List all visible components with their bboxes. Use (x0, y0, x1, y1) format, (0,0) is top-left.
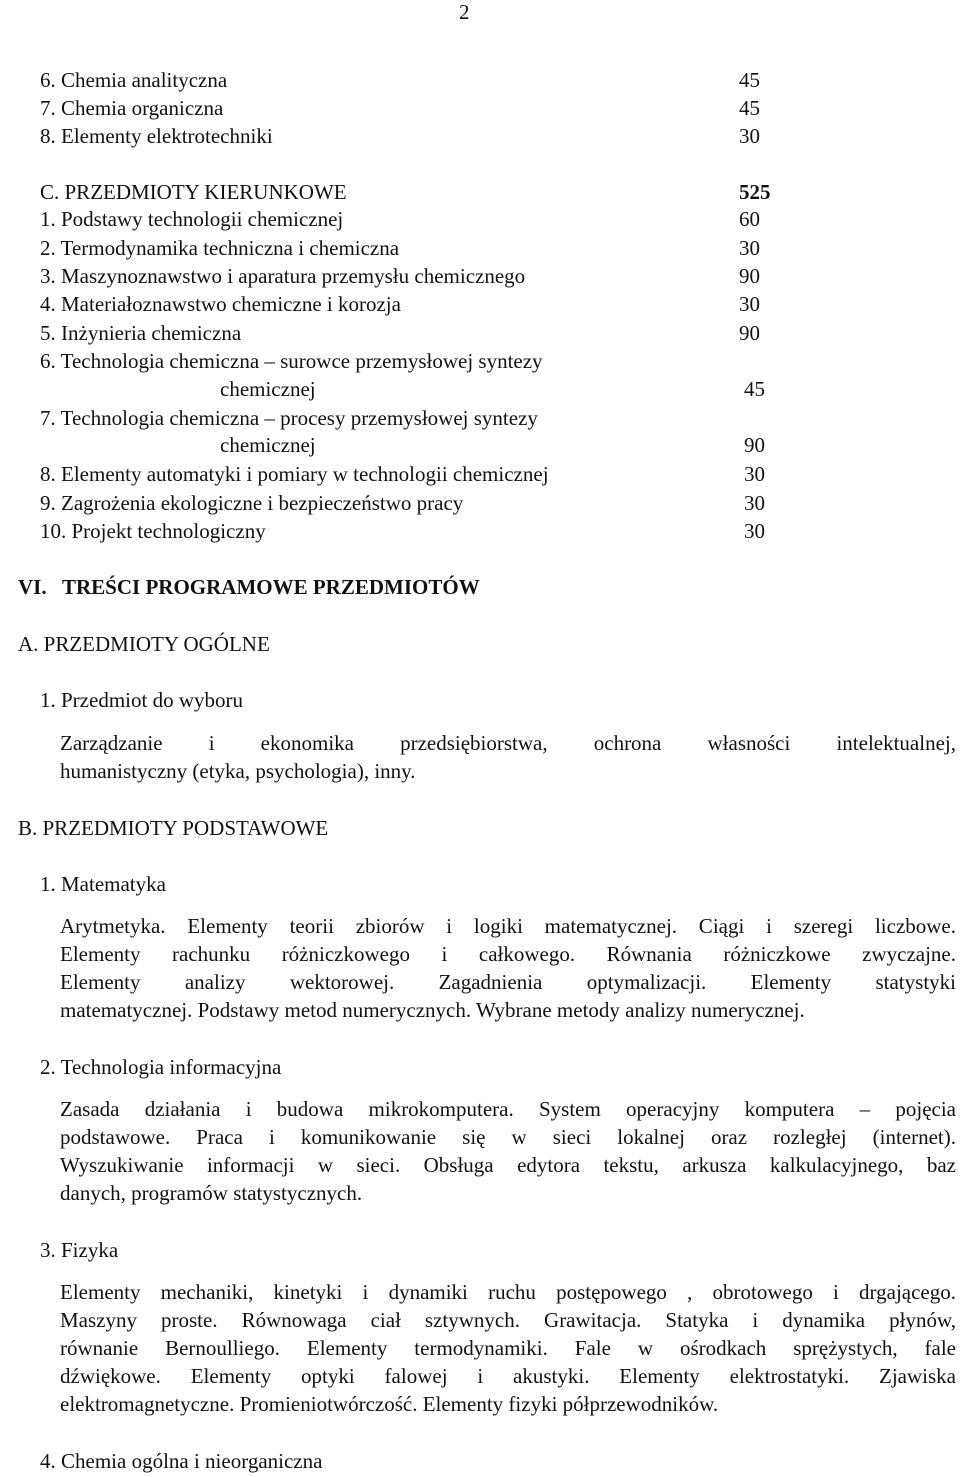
page-number: 2 (459, 0, 470, 24)
list-item: 8. Elementy automatyki i pomiary w technologii chemicznej (40, 462, 549, 486)
paragraph-line: Wyszukiwanie informacji w sieci. Obsługa edytora tekstu, arkusza kalkulacyjnego, baz (60, 1153, 956, 1177)
paragraph-line: Arytmetyka. Elementy teorii zbiorów i logiki matematycznej. Ciągi i szeregi liczbowe. (60, 914, 956, 938)
list-item: 4. Materiałoznawstwo chemiczne i korozja (40, 292, 401, 316)
paragraph-line: danych, programów statystycznych. (60, 1181, 363, 1205)
hours-value: 90 (739, 321, 760, 345)
list-item: 8. Elementy elektrotechniki (40, 124, 273, 148)
subsection-heading: B. PRZEDMIOTY PODSTAWOWE (18, 816, 329, 840)
list-item: 5. Inżynieria chemiczna (40, 321, 242, 345)
list-item: 1. Podstawy technologii chemicznej (40, 207, 344, 231)
subject-title: 1. Przedmiot do wyboru (40, 688, 243, 712)
chapter-number: VI. (18, 575, 47, 599)
hours-value: 30 (739, 124, 760, 148)
list-item: 7. Chemia organiczna (40, 96, 224, 120)
list-item: 9. Zagrożenia ekologiczne i bezpieczeństwo pracy (40, 491, 464, 515)
paragraph-line: równanie Bernoulliego. Elementy termodynamiki. Fale w ośrodkach sprężystych, fale (60, 1336, 956, 1360)
paragraph-line: Elementy mechaniki, kinetyki i dynamiki ruchu postępowego , obrotowego i drgającego. (60, 1280, 956, 1304)
subject-title: 4. Chemia ogólna i nieorganiczna (40, 1449, 323, 1473)
hours-value: 90 (739, 264, 760, 288)
list-item: 6. Technologia chemiczna – surowce przemysłowej syntezy (40, 349, 543, 373)
paragraph-line: elektromagnetyczne. Promieniotwórczość. Elementy fizyki półprzewodników. (60, 1392, 719, 1416)
section-heading: C. PRZEDMIOTY KIERUNKOWE (40, 180, 347, 204)
list-item: 2. Termodynamika techniczna i chemiczna (40, 236, 400, 260)
hours-value: 45 (744, 377, 765, 401)
list-item: 3. Maszynoznawstwo i aparatura przemysłu chemicznego (40, 264, 526, 288)
subsection-heading: A. PRZEDMIOTY OGÓLNE (18, 632, 270, 656)
list-item-continuation: chemicznej (220, 377, 316, 401)
subject-title: 1. Matematyka (40, 872, 166, 896)
hours-value: 30 (739, 236, 760, 260)
list-item-continuation: chemicznej (220, 433, 316, 457)
hours-value: 60 (739, 207, 760, 231)
list-item: 7. Technologia chemiczna – procesy przemysłowej syntezy (40, 406, 538, 430)
hours-value: 45 (739, 68, 760, 92)
subject-title: 2. Technologia informacyjna (40, 1055, 282, 1079)
paragraph-line: Maszyny proste. Równowaga ciał sztywnych. Grawitacja. Statyka i dynamika płynów, (60, 1308, 956, 1332)
hours-value: 45 (739, 96, 760, 120)
paragraph-line: dźwiękowe. Elementy optyki falowej i akustyki. Elementy elektrostatyki. Zjawiska (60, 1364, 956, 1388)
list-item: 10. Projekt technologiczny (40, 519, 266, 543)
paragraph-line: Zasada działania i budowa mikrokomputera. System operacyjny komputera – pojęcia (60, 1097, 956, 1121)
hours-value: 30 (739, 292, 760, 316)
hours-value: 30 (744, 462, 765, 486)
paragraph-line: Zarządzanie i ekonomika przedsiębiorstwa, ochrona własności intelektualnej, (60, 731, 956, 755)
section-total-hours: 525 (739, 180, 771, 204)
paragraph-line: podstawowe. Praca i komunikowanie się w sieci lokalnej oraz rozległej (internet). (60, 1125, 956, 1149)
paragraph-line: matematycznej. Podstawy metod numerycznych. Wybrane metody analizy numerycznej. (60, 998, 805, 1022)
hours-value: 30 (744, 491, 765, 515)
subject-title: 3. Fizyka (40, 1238, 119, 1262)
list-item: 6. Chemia analityczna (40, 68, 228, 92)
hours-value: 30 (744, 519, 765, 543)
chapter-title: TREŚCI PROGRAMOWE PRZEDMIOTÓW (62, 575, 480, 599)
hours-value: 90 (744, 433, 765, 457)
paragraph-line: humanistyczny (etyka, psychologia), inny. (60, 759, 416, 783)
paragraph-line: Elementy analizy wektorowej. Zagadnienia optymalizacji. Elementy statystyki (60, 970, 956, 994)
paragraph-line: Elementy rachunku różniczkowego i całkowego. Równania różniczkowe zwyczajne. (60, 942, 956, 966)
